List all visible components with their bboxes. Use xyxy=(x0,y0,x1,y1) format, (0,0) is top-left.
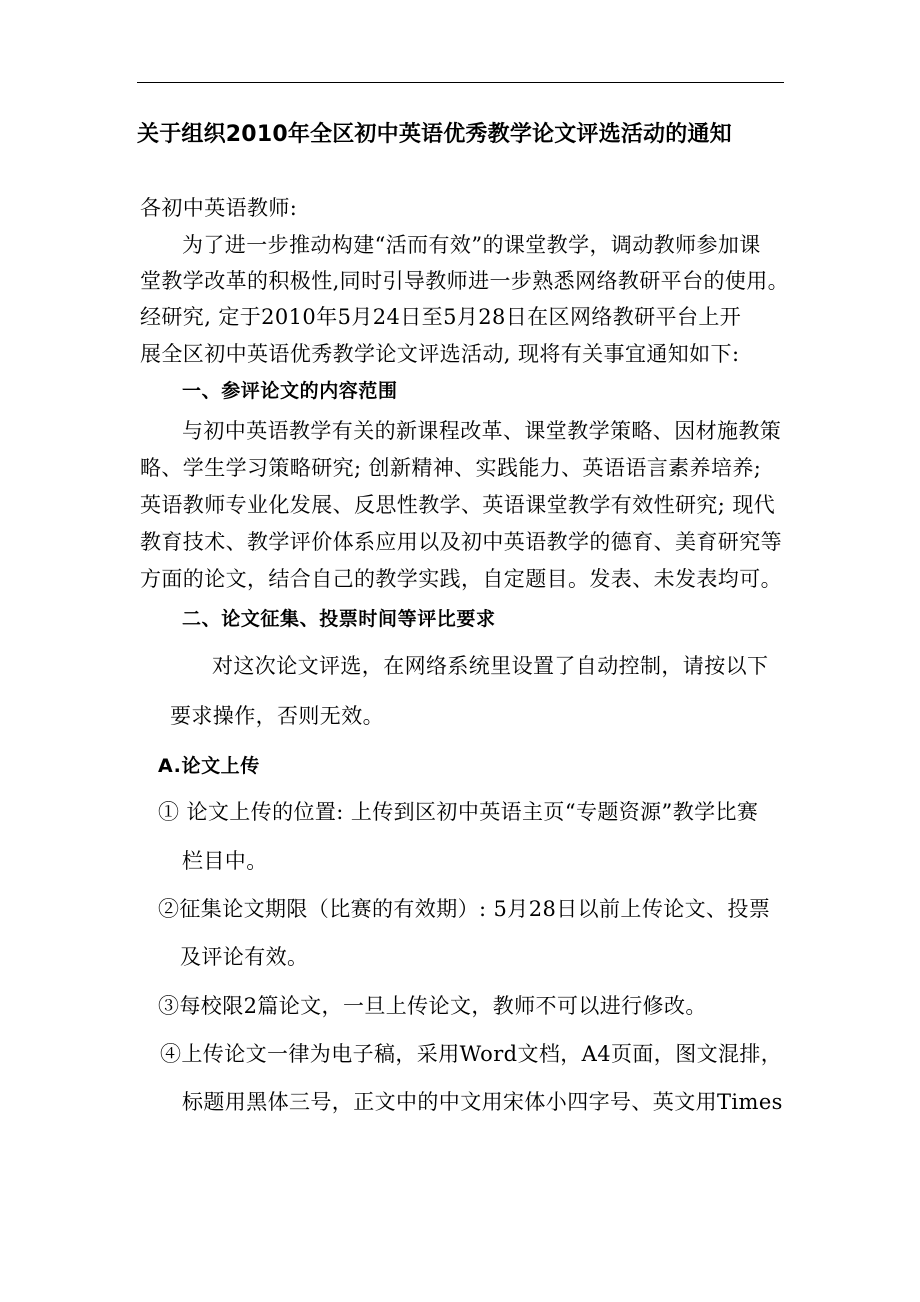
intro-paragraph-line: 堂教学改革的积极性,同时引导教师进一步熟悉网络教研平台的使用。 xyxy=(140,269,790,293)
subsection-heading-upload: A.论文上传 xyxy=(158,755,260,777)
upload-item-3: ③每校限2篇论文，一旦上传论文，教师不可以进行修改。 xyxy=(158,994,707,1018)
upload-item-1-continued: 栏目中。 xyxy=(182,849,268,873)
intro-paragraph-line: 展全区初中英语优秀教学论文评选活动, 现将有关事宜通知如下: xyxy=(140,342,740,366)
upload-item-2: ②征集论文期限（比赛的有效期）: 5月28日以前上传论文、投票 xyxy=(158,897,771,921)
upload-item-4: ④上传论文一律为电子稿，采用Word文档，A4页面，图文混排， xyxy=(160,1042,783,1066)
requirements-paragraph-line: 要求操作，否则无效。 xyxy=(170,704,384,728)
salutation: 各初中英语教师: xyxy=(140,196,298,220)
scope-paragraph-line: 教育技术、教学评价体系应用以及初中英语教学的德育、美育研究等 xyxy=(140,530,782,554)
scope-paragraph-line: 略、学生学习策略研究; 创新精神、实践能力、英语语言素养培养; xyxy=(140,456,762,480)
page-title: 关于组织2010年全区初中英语优秀教学论文评选活动的通知 xyxy=(137,122,732,147)
section-heading-requirements: 二、论文征集、投票时间等评比要求 xyxy=(182,608,496,630)
upload-item-1: ① 论文上传的位置: 上传到区初中英语主页“专题资源”教学比赛 xyxy=(158,800,759,824)
section-heading-scope: 一、参评论文的内容范围 xyxy=(182,380,398,402)
scope-paragraph-line: 英语教师专业化发展、反思性教学、英语课堂教学有效性研究; 现代 xyxy=(140,493,776,517)
intro-paragraph-line: 经研究, 定于2010年5月24日至5月28日在区网络教研平台上开 xyxy=(140,305,742,329)
upload-item-2-continued: 及评论有效。 xyxy=(180,945,309,969)
header-rule xyxy=(137,82,784,83)
requirements-paragraph-line: 对这次论文评选，在网络系统里设置了自动控制，请按以下 xyxy=(212,654,769,678)
upload-item-4-continued: 标题用黑体三号，正文中的中文用宋体小四字号、英文用Times xyxy=(182,1090,783,1114)
intro-paragraph-line: 为了进一步推动构建“活而有效”的课堂教学，调动教师参加课 xyxy=(182,233,761,257)
scope-paragraph-line: 方面的论文，结合自己的教学实践，自定题目。发表、未发表均可。 xyxy=(140,567,782,591)
scope-paragraph-line: 与初中英语教学有关的新课程改革、课堂教学策略、因材施教策 xyxy=(182,419,782,443)
